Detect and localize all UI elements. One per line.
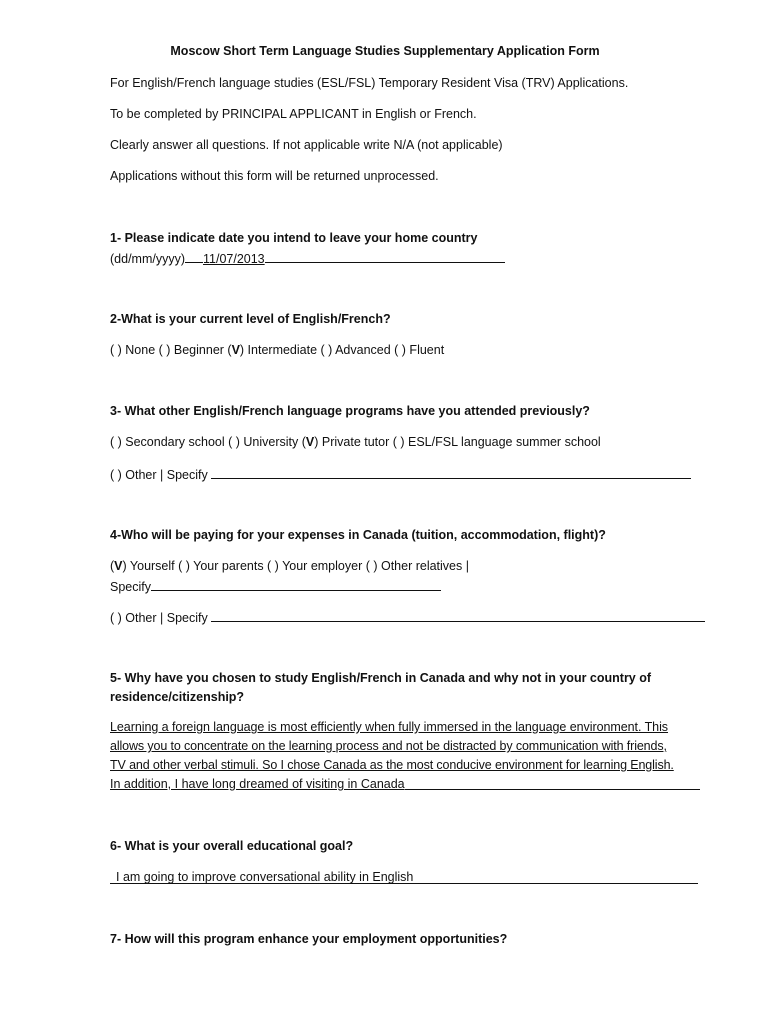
q1-date-field-line[interactable]	[265, 249, 505, 263]
q4-other-field[interactable]	[211, 608, 705, 622]
q5-answer-line-2: allows you to concentrate on the learning process and not be distracted by communication with friends,	[110, 739, 667, 753]
intro-line-4: Applications without this form will be returned unprocessed.	[110, 169, 439, 183]
q5-answer-line-3: TV and other verbal stimuli. So I chose Canada as the most conducive environment for learning English.	[110, 758, 674, 772]
q6-answer-field[interactable]	[110, 869, 698, 884]
q3-other-field[interactable]	[211, 465, 691, 479]
question-1: 1- Please indicate date you intend to leave your home country	[110, 231, 478, 245]
question-7: 7- How will this program enhance your employment opportunities?	[110, 932, 508, 946]
q5-answer-line-1: Learning a foreign language is most efficiently when fully immersed in the language environment. This	[110, 720, 669, 734]
question-4: 4-Who will be paying for your expenses in Canada (tuition, accommodation, flight)?	[110, 528, 606, 542]
q4-other-label: ( ) Other | Specify	[110, 611, 208, 625]
q1-date-label: (dd/mm/yyyy)	[110, 252, 185, 266]
q4-specify-row[interactable]	[110, 577, 441, 595]
question-5-line-2: residence/citizenship?	[110, 690, 245, 704]
q5-answer[interactable]	[110, 718, 716, 794]
q1-date-value[interactable]: 11/07/2013	[203, 252, 265, 266]
q2-selected-mark[interactable]: V	[231, 343, 240, 357]
q5-answer-line-4: In addition, I have long dreamed of visiting in Canada	[110, 777, 405, 791]
q6-answer: I am going to improve conversational ability in English	[116, 870, 414, 884]
q1-date-row	[110, 249, 505, 267]
intro-line-1: For English/French language studies (ESL/FSL) Temporary Resident Visa (TRV) Applications.	[110, 76, 629, 90]
form-title: Moscow Short Term Language Studies Supplementary Application Form	[170, 44, 600, 58]
q2-options[interactable]: ( ) None ( ) Beginner (V) Intermediate ( ) Advanced ( ) Fluent	[110, 343, 445, 357]
q3-other-row[interactable]	[110, 465, 691, 483]
q3-options[interactable]: ( ) Secondary school ( ) University (V) Private tutor ( ) ESL/FSL language summer school	[110, 435, 601, 449]
question-3: 3- What other English/French language programs have you attended previously?	[110, 404, 590, 418]
q4-specify-label: Specify	[110, 580, 151, 594]
intro-line-2: To be completed by PRINCIPAL APPLICANT in English or French.	[110, 107, 477, 121]
question-2: 2-What is your current level of English/French?	[110, 312, 391, 326]
q3-other-label: ( ) Other | Specify	[110, 468, 208, 482]
intro-line-3: Clearly answer all questions. If not applicable write N/A (not applicable)	[110, 138, 503, 152]
q4-options[interactable]: (V) Yourself ( ) Your parents ( ) Your employer ( ) Other relatives |	[110, 559, 469, 573]
q3-selected-mark[interactable]: V	[305, 435, 315, 449]
q4-selected-mark[interactable]: V	[114, 559, 123, 573]
question-5-line-1: 5- Why have you chosen to study English/French in Canada and why not in your country of	[110, 671, 652, 685]
q4-other-row[interactable]	[110, 608, 705, 626]
question-6: 6- What is your overall educational goal?	[110, 839, 354, 853]
q4-specify-field[interactable]	[151, 577, 441, 591]
